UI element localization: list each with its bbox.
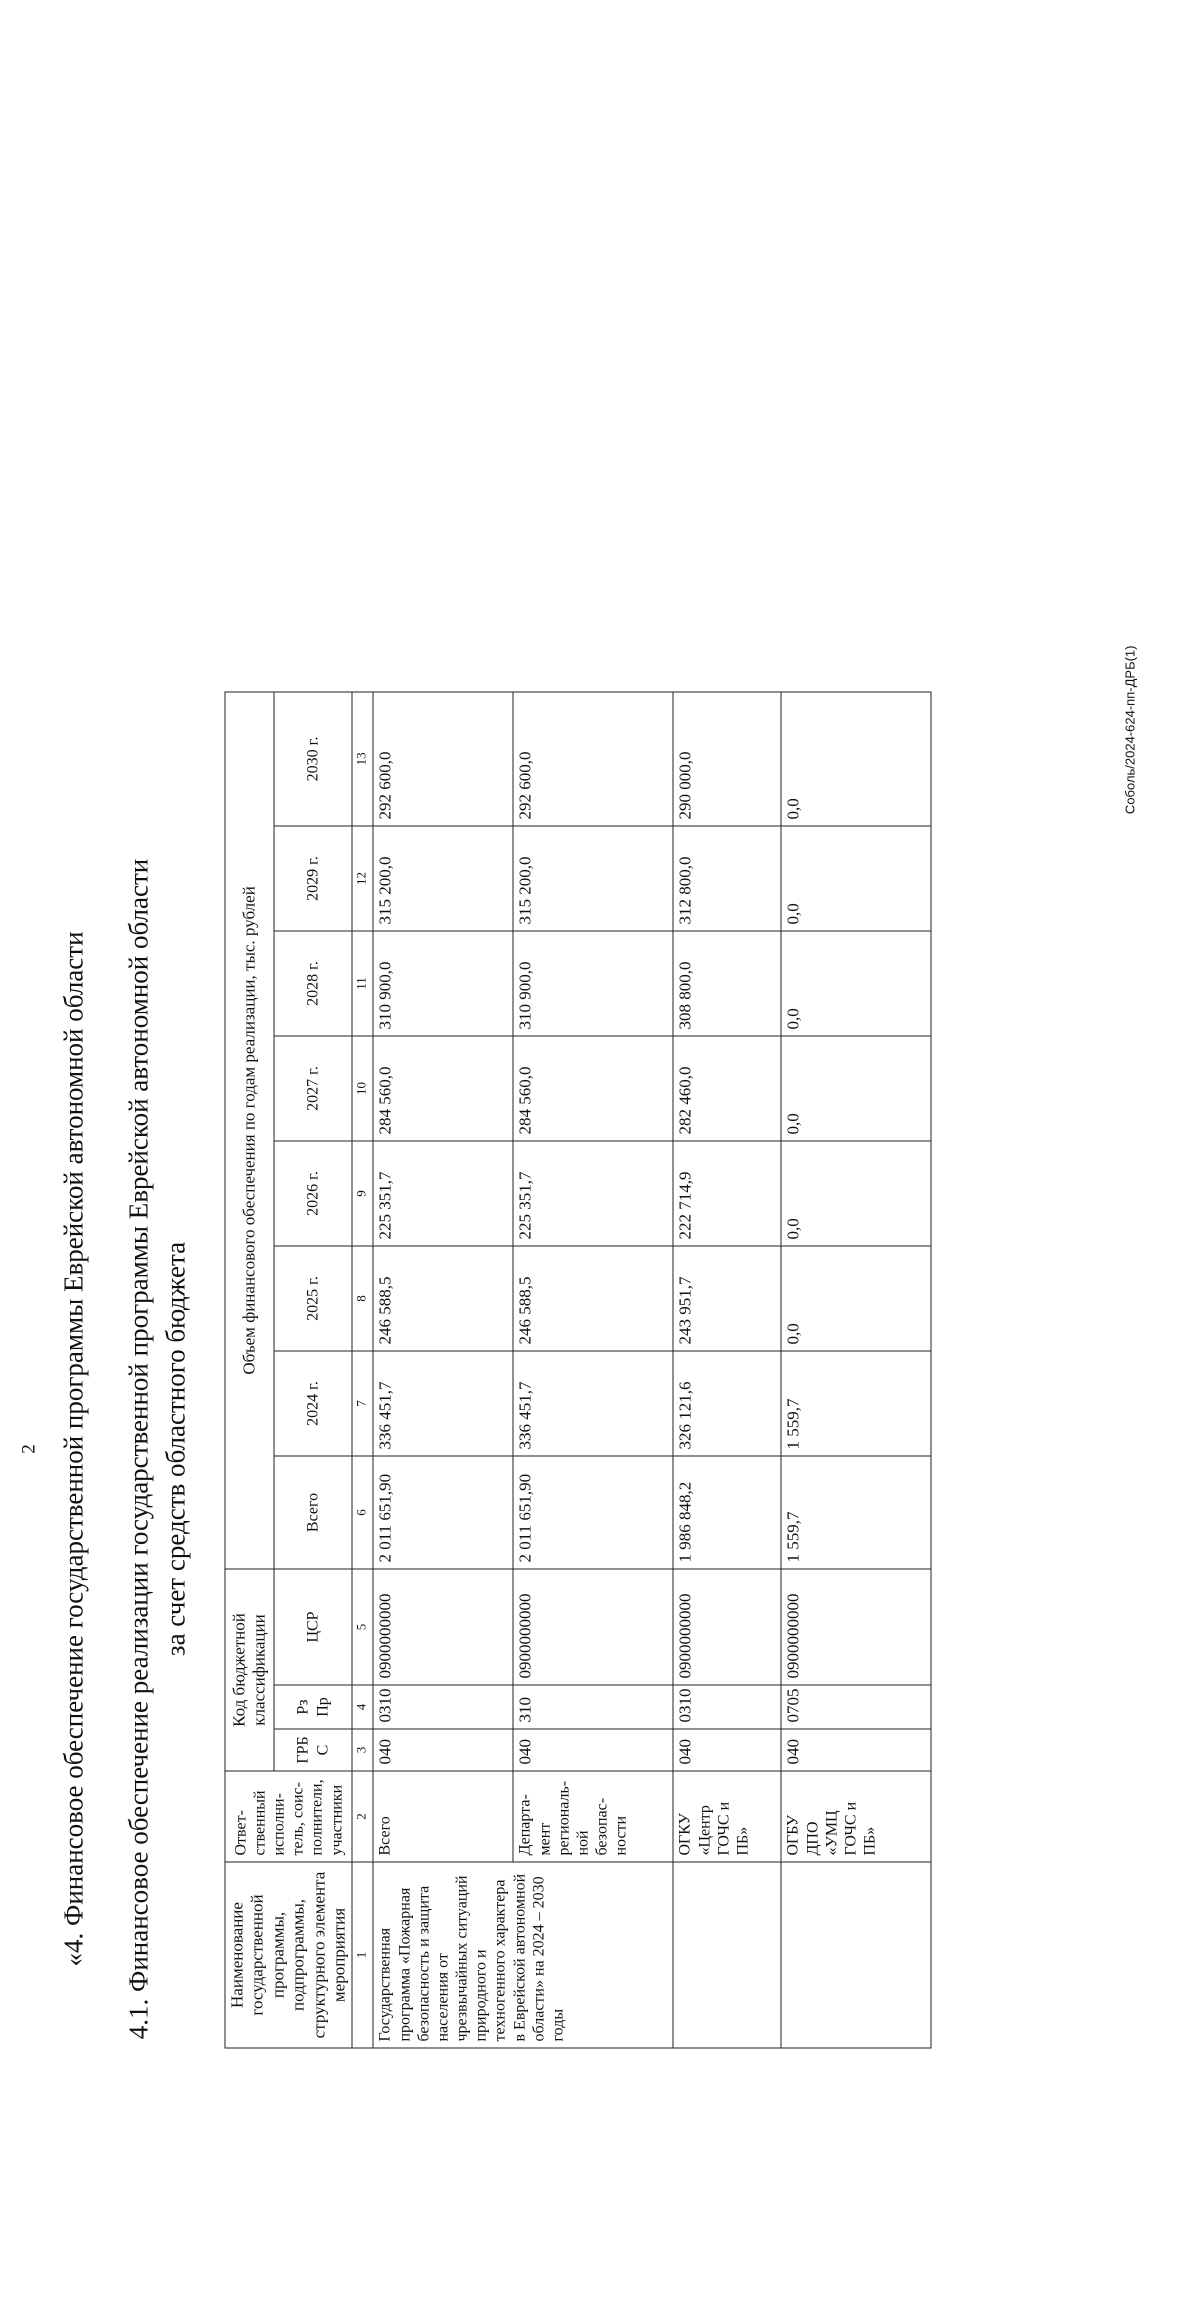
- value-2027: 284 560,0: [373, 1035, 513, 1140]
- value-2030: 292 600,0: [373, 691, 513, 825]
- value-2030: 0,0: [781, 691, 931, 825]
- program-name: Государственная программа «Пожарная безопасность и защита населения от чрезвычайных ситуаций природного и техногенного характера в Еврейской автономной области» на 2024 – 2030 годы: [373, 1862, 673, 2048]
- table-row: [373, 691, 513, 2047]
- column-number: 1: [352, 1862, 373, 2048]
- header-year-2025: 2025 г.: [274, 1245, 352, 1350]
- csr-cell: 0900000000: [673, 1568, 781, 1684]
- value-2029: 315 200,0: [513, 825, 673, 930]
- header-year-2026: 2026 г.: [274, 1140, 352, 1245]
- column-number: 12: [352, 825, 373, 930]
- value-2024: 336 451,7: [513, 1350, 673, 1455]
- header-year-2027: 2027 г.: [274, 1035, 352, 1140]
- value-2029: 315 200,0: [373, 825, 513, 930]
- value-2029: 312 800,0: [673, 825, 781, 930]
- rzpr-cell: 0310: [673, 1685, 781, 1729]
- document-page: [0, 600, 1200, 2297]
- value-2024: 336 451,7: [373, 1350, 513, 1455]
- empty-cell: [673, 1862, 781, 2048]
- column-number: 13: [352, 691, 373, 825]
- value-2027: 282 460,0: [673, 1035, 781, 1140]
- value-2026: 222 714,9: [673, 1140, 781, 1245]
- header-grbs: ГРБ С: [274, 1729, 352, 1771]
- value-2026: 0,0: [781, 1140, 931, 1245]
- header-year-2024: 2024 г.: [274, 1350, 352, 1455]
- value-2028: 308 800,0: [673, 930, 781, 1035]
- page-number: 2: [18, 1443, 39, 1454]
- header-rzpr: Рз Пр: [274, 1685, 352, 1729]
- subsection-heading: [120, 600, 195, 2297]
- subsection-heading-line1: 4.1. Финансовое обеспечение реализации государственной программы Еврейской автономной области: [123, 858, 153, 2039]
- value-2030: 290 000,0: [673, 691, 781, 825]
- value-total: 2 011 651,90: [373, 1455, 513, 1568]
- header-name: Наименование государственной программы, подпрограммы, структурного элемента мероприятия: [225, 1862, 352, 2048]
- document-footer-code: Соболь/2024-624-пп-ДРБ(1): [1122, 645, 1137, 814]
- value-total: 1 986 848,2: [673, 1455, 781, 1568]
- header-csr: ЦСР: [274, 1568, 352, 1684]
- column-number: 5: [352, 1568, 373, 1684]
- value-total: 1 559,7: [781, 1455, 931, 1568]
- grbs-cell: 040: [673, 1729, 781, 1771]
- value-total: 2 011 651,90: [513, 1455, 673, 1568]
- column-number: 2: [352, 1771, 373, 1862]
- header-year-2028: 2028 г.: [274, 930, 352, 1035]
- empty-cell: [781, 1862, 931, 2048]
- header-total: Всего: [274, 1455, 352, 1568]
- rzpr-cell: 0310: [373, 1685, 513, 1729]
- financing-table: [224, 691, 931, 2048]
- value-2028: 0,0: [781, 930, 931, 1035]
- value-2026: 225 351,7: [373, 1140, 513, 1245]
- value-2024: 1 559,7: [781, 1350, 931, 1455]
- header-executor: Ответ-ственный исполни-тель, соис-полнители, участники: [225, 1771, 352, 1862]
- column-number: 9: [352, 1140, 373, 1245]
- column-number: 8: [352, 1245, 373, 1350]
- csr-cell: 0900000000: [373, 1568, 513, 1684]
- value-2026: 225 351,7: [513, 1140, 673, 1245]
- header-volume: Объем финансового обеспечения по годам реализации, тыс. рублей: [225, 691, 274, 1568]
- value-2027: 0,0: [781, 1035, 931, 1140]
- csr-cell: 0900000000: [513, 1568, 673, 1684]
- value-2024: 326 121,6: [673, 1350, 781, 1455]
- value-2029: 0,0: [781, 825, 931, 930]
- executor-cell: Департа-мент региональ-ной безопас-ности: [513, 1771, 673, 1862]
- column-number: 7: [352, 1350, 373, 1455]
- column-number: 11: [352, 930, 373, 1035]
- value-2025: 246 588,5: [373, 1245, 513, 1350]
- value-2025: 0,0: [781, 1245, 931, 1350]
- column-number: 10: [352, 1035, 373, 1140]
- header-year-2029: 2029 г.: [274, 825, 352, 930]
- header-budget-code: Код бюджетной классификации: [225, 1568, 274, 1770]
- table-row: [673, 691, 781, 2047]
- grbs-cell: 040: [781, 1729, 931, 1771]
- table-row: [513, 691, 673, 2047]
- rzpr-cell: 0705: [781, 1685, 931, 1729]
- column-number: 6: [352, 1455, 373, 1568]
- column-number: 3: [352, 1729, 373, 1771]
- subsection-heading-line2: за счет средств областного бюджета: [160, 1241, 191, 1656]
- value-2025: 243 951,7: [673, 1245, 781, 1350]
- value-2028: 310 900,0: [513, 930, 673, 1035]
- executor-cell: ОГБУ ДПО «УМЦ ГОЧС и ПБ»: [781, 1771, 931, 1862]
- section-heading: «4. Финансовое обеспечение государственной программы Еврейской автономной области: [58, 930, 88, 1967]
- executor-cell: ОГКУ «Центр ГОЧС и ПБ»: [673, 1771, 781, 1862]
- rzpr-cell: 310: [513, 1685, 673, 1729]
- grbs-cell: 040: [513, 1729, 673, 1771]
- table-row: [781, 691, 931, 2047]
- csr-cell: 0900000000: [781, 1568, 931, 1684]
- value-2028: 310 900,0: [373, 930, 513, 1035]
- value-2030: 292 600,0: [513, 691, 673, 825]
- executor-cell: Всего: [373, 1771, 513, 1862]
- column-number: 4: [352, 1685, 373, 1729]
- value-2027: 284 560,0: [513, 1035, 673, 1140]
- grbs-cell: 040: [373, 1729, 513, 1771]
- header-year-2030: 2030 г.: [274, 691, 352, 825]
- value-2025: 246 588,5: [513, 1245, 673, 1350]
